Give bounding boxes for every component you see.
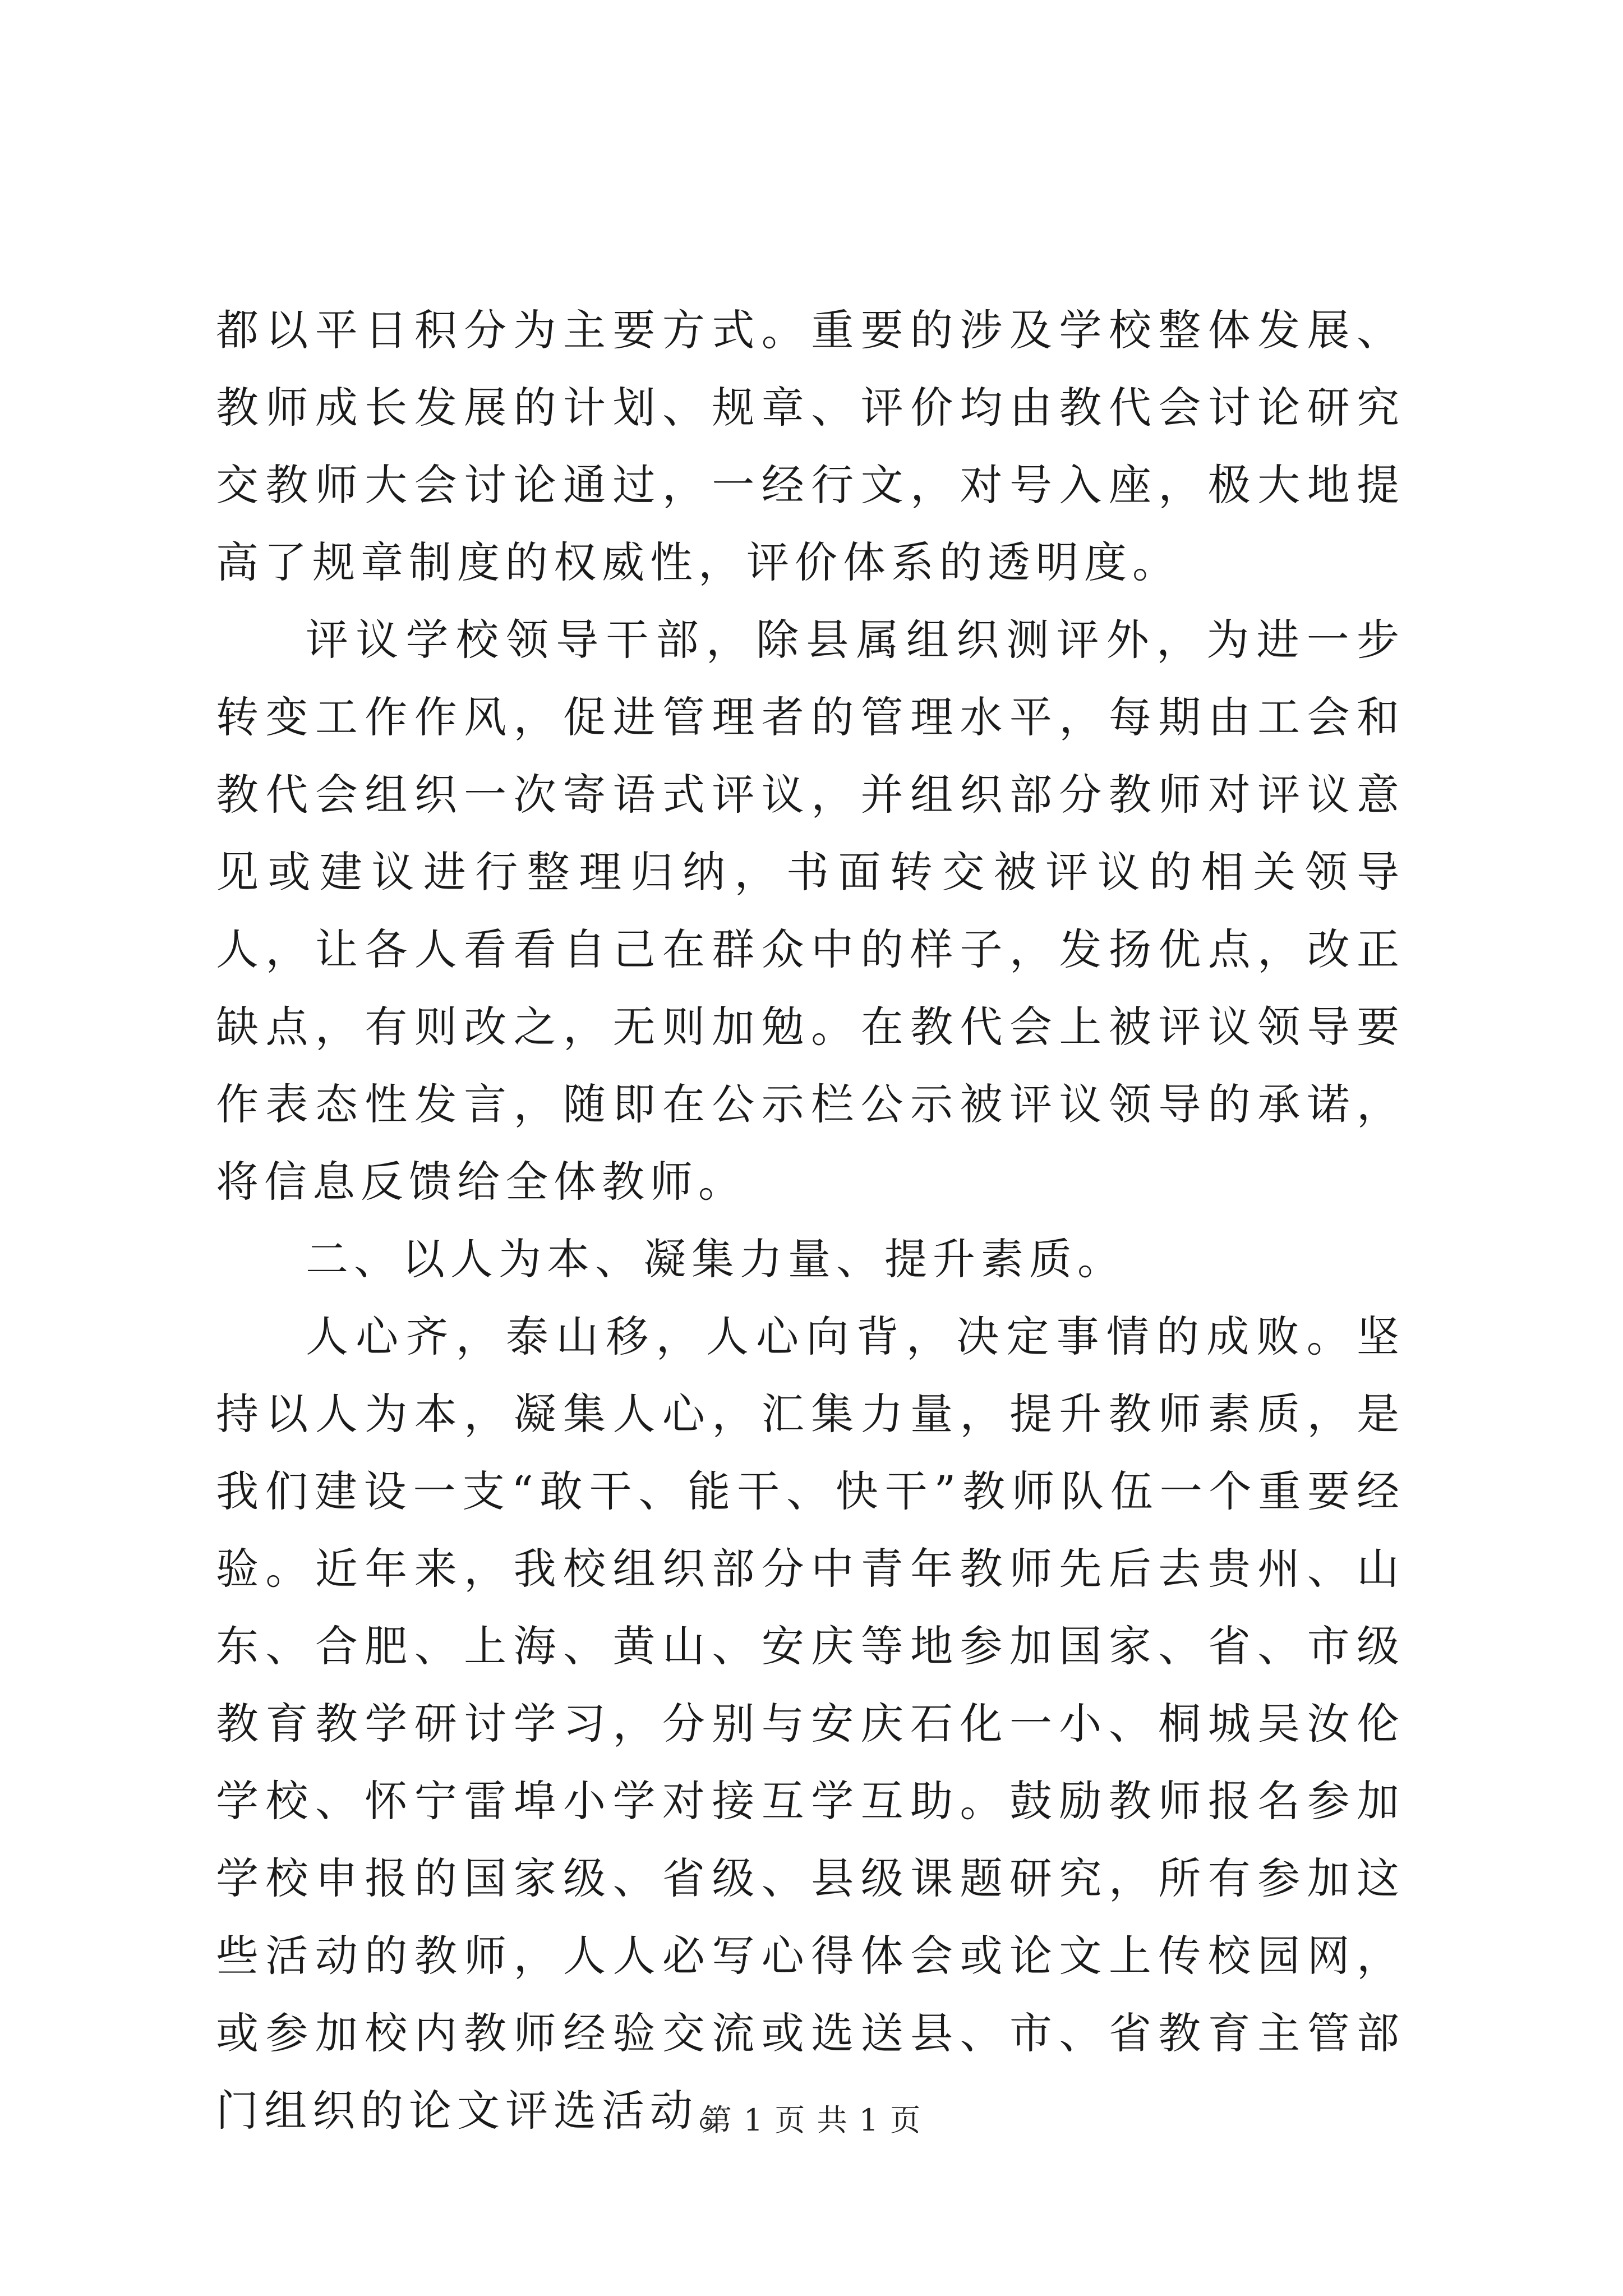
section-heading: 二、以人为本、凝集力量、提升素质。	[306, 1234, 1126, 1284]
paragraph-leader-evaluation: 评议学校领导干部，除县属组织测评外，为进一步转变工作作风，促进管理者的管理水平，每期由工会和教代会组织一次寄语式评议，并组织部分教师对评议意见或建议进行整理归纳，书面转交被评议的相关领导人，让各人看看自己在群众中的样子，发扬优点，改正缺点，有则改之，无则加勉。在教代会上被评议领导要作表态性发言，随即在公示栏公示被评议领导的承诺，将信息反馈给全体教师。	[216, 615, 1405, 1207]
document-body	[216, 292, 1405, 2150]
paragraph-people-oriented: 人心齐，泰山移，人心向背，决定事情的成败。坚持以人为本，凝集人心，汇集力量，提升教师素质，是我们建设一支“敢干、能干、快干”教师队伍一个重要经验。近年来，我校组织部分中青年教师先后去贵州、山东、合肥、上海、黄山、安庆等地参加国家、省、市级教育教学研讨学习，分别与安庆石化一小、桐城吴汝伦学校、怀宁雷埠小学对接互学互助。鼓励教师报名参加学校申报的国家级、省级、县级课题研究，所有参加这些活动的教师，人人必写心得体会或论文上传校园网，或参加校内教师经验交流或选送县、市、省教育主管部门组织的论文评选活动。	[216, 1312, 1405, 2136]
page-footer: 第 1 页 共 1 页	[701, 2102, 922, 2138]
paragraph-scoring-system: 都以平日积分为主要方式。重要的涉及学校整体发展、教师成长发展的计划、规章、评价均由教代会讨论研究交教师大会讨论通过，一经行文，对号入座，极大地提高了规章制度的权威性，评价体系的透明度。	[216, 305, 1405, 587]
